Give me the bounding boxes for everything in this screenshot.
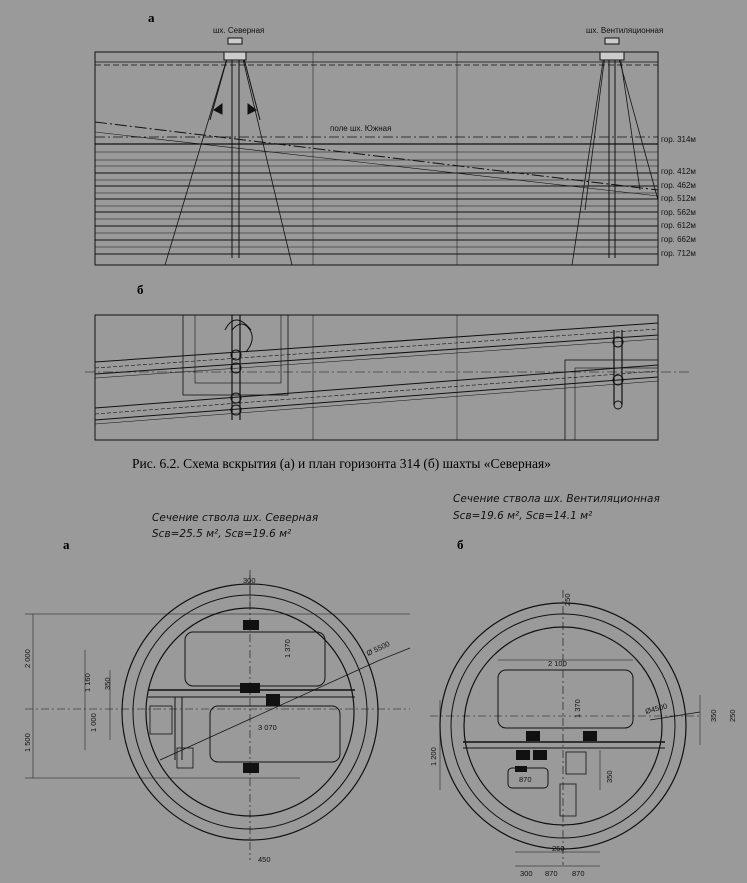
dim-a-bottom: 450 (258, 855, 271, 864)
field-label: поле шх. Южная (330, 124, 392, 133)
level-label: гор. 562м (661, 208, 696, 217)
dim-b-diam: Ø4500 (644, 701, 669, 716)
level-label: гор. 612м (661, 221, 696, 230)
dim-b-r1: 350 (709, 709, 718, 722)
dim-a-w1: 1 370 (283, 639, 292, 658)
level-label: гор. 662м (661, 235, 696, 244)
dim-b-b3: 870 (545, 869, 558, 878)
dim-b-w1: 2 100 (548, 659, 567, 668)
level-label: гор. 512м (661, 194, 696, 203)
dim-a-h4: 1 000 (89, 713, 98, 732)
dim-a-h2: 1 160 (83, 673, 92, 692)
panel-label-top-a: а (148, 10, 155, 25)
section-b-area: Sсв=19.6 м², Sсв=14.1 м² (453, 510, 593, 522)
dim-b-b2: 300 (520, 869, 533, 878)
dim-b-box: 870 (519, 775, 532, 784)
opening-scheme (95, 38, 658, 265)
dim-a-diam: Ø 5500 (365, 639, 392, 658)
shaft-vent-label: шх. Вентиляционная (586, 26, 664, 35)
shaft-section-b (430, 590, 700, 866)
dim-b-b1: 250 (552, 844, 565, 853)
level-label: гор. 712м (661, 249, 696, 258)
panel-label-bottom-b: б (457, 537, 464, 552)
shaft-section-a (25, 570, 410, 860)
level-plan (85, 315, 690, 440)
dim-a-h5: 1 500 (23, 733, 32, 752)
section-a-area: Sсв=25.5 м², Sсв=19.6 м² (152, 528, 292, 540)
dim-a-h3: 350 (103, 677, 112, 690)
shaft-north-label: шх. Северная (213, 26, 265, 35)
level-label: гор. 314м (661, 135, 696, 144)
section-b-title: Сечение ствола шх. Вентиляционная (453, 493, 660, 505)
dim-b-r2: 250 (728, 709, 737, 722)
dim-a-w2: 3 070 (258, 723, 277, 732)
level-label: гор. 412м (661, 167, 696, 176)
level-label: гор. 462м (661, 181, 696, 190)
dim-b-left: 1 200 (429, 747, 438, 766)
dim-b-b4: 870 (572, 869, 585, 878)
dim-b-top: 250 (563, 593, 572, 606)
section-b-fixtures (515, 731, 597, 772)
dim-a-h1: 2 000 (23, 649, 32, 668)
dim-b-h1: 1 370 (573, 699, 582, 718)
dim-a-top: 300 (243, 576, 256, 585)
figure-caption: Рис. 6.2. Схема вскрытия (а) и план горизонта 314 (б) шахты «Северная» (132, 456, 551, 471)
dim-b-mid: 350 (605, 770, 614, 783)
panel-label-top-b: б (137, 282, 144, 297)
panel-label-bottom-a: а (63, 537, 70, 552)
section-a-title: Сечение ствола шх. Северная (152, 512, 319, 524)
